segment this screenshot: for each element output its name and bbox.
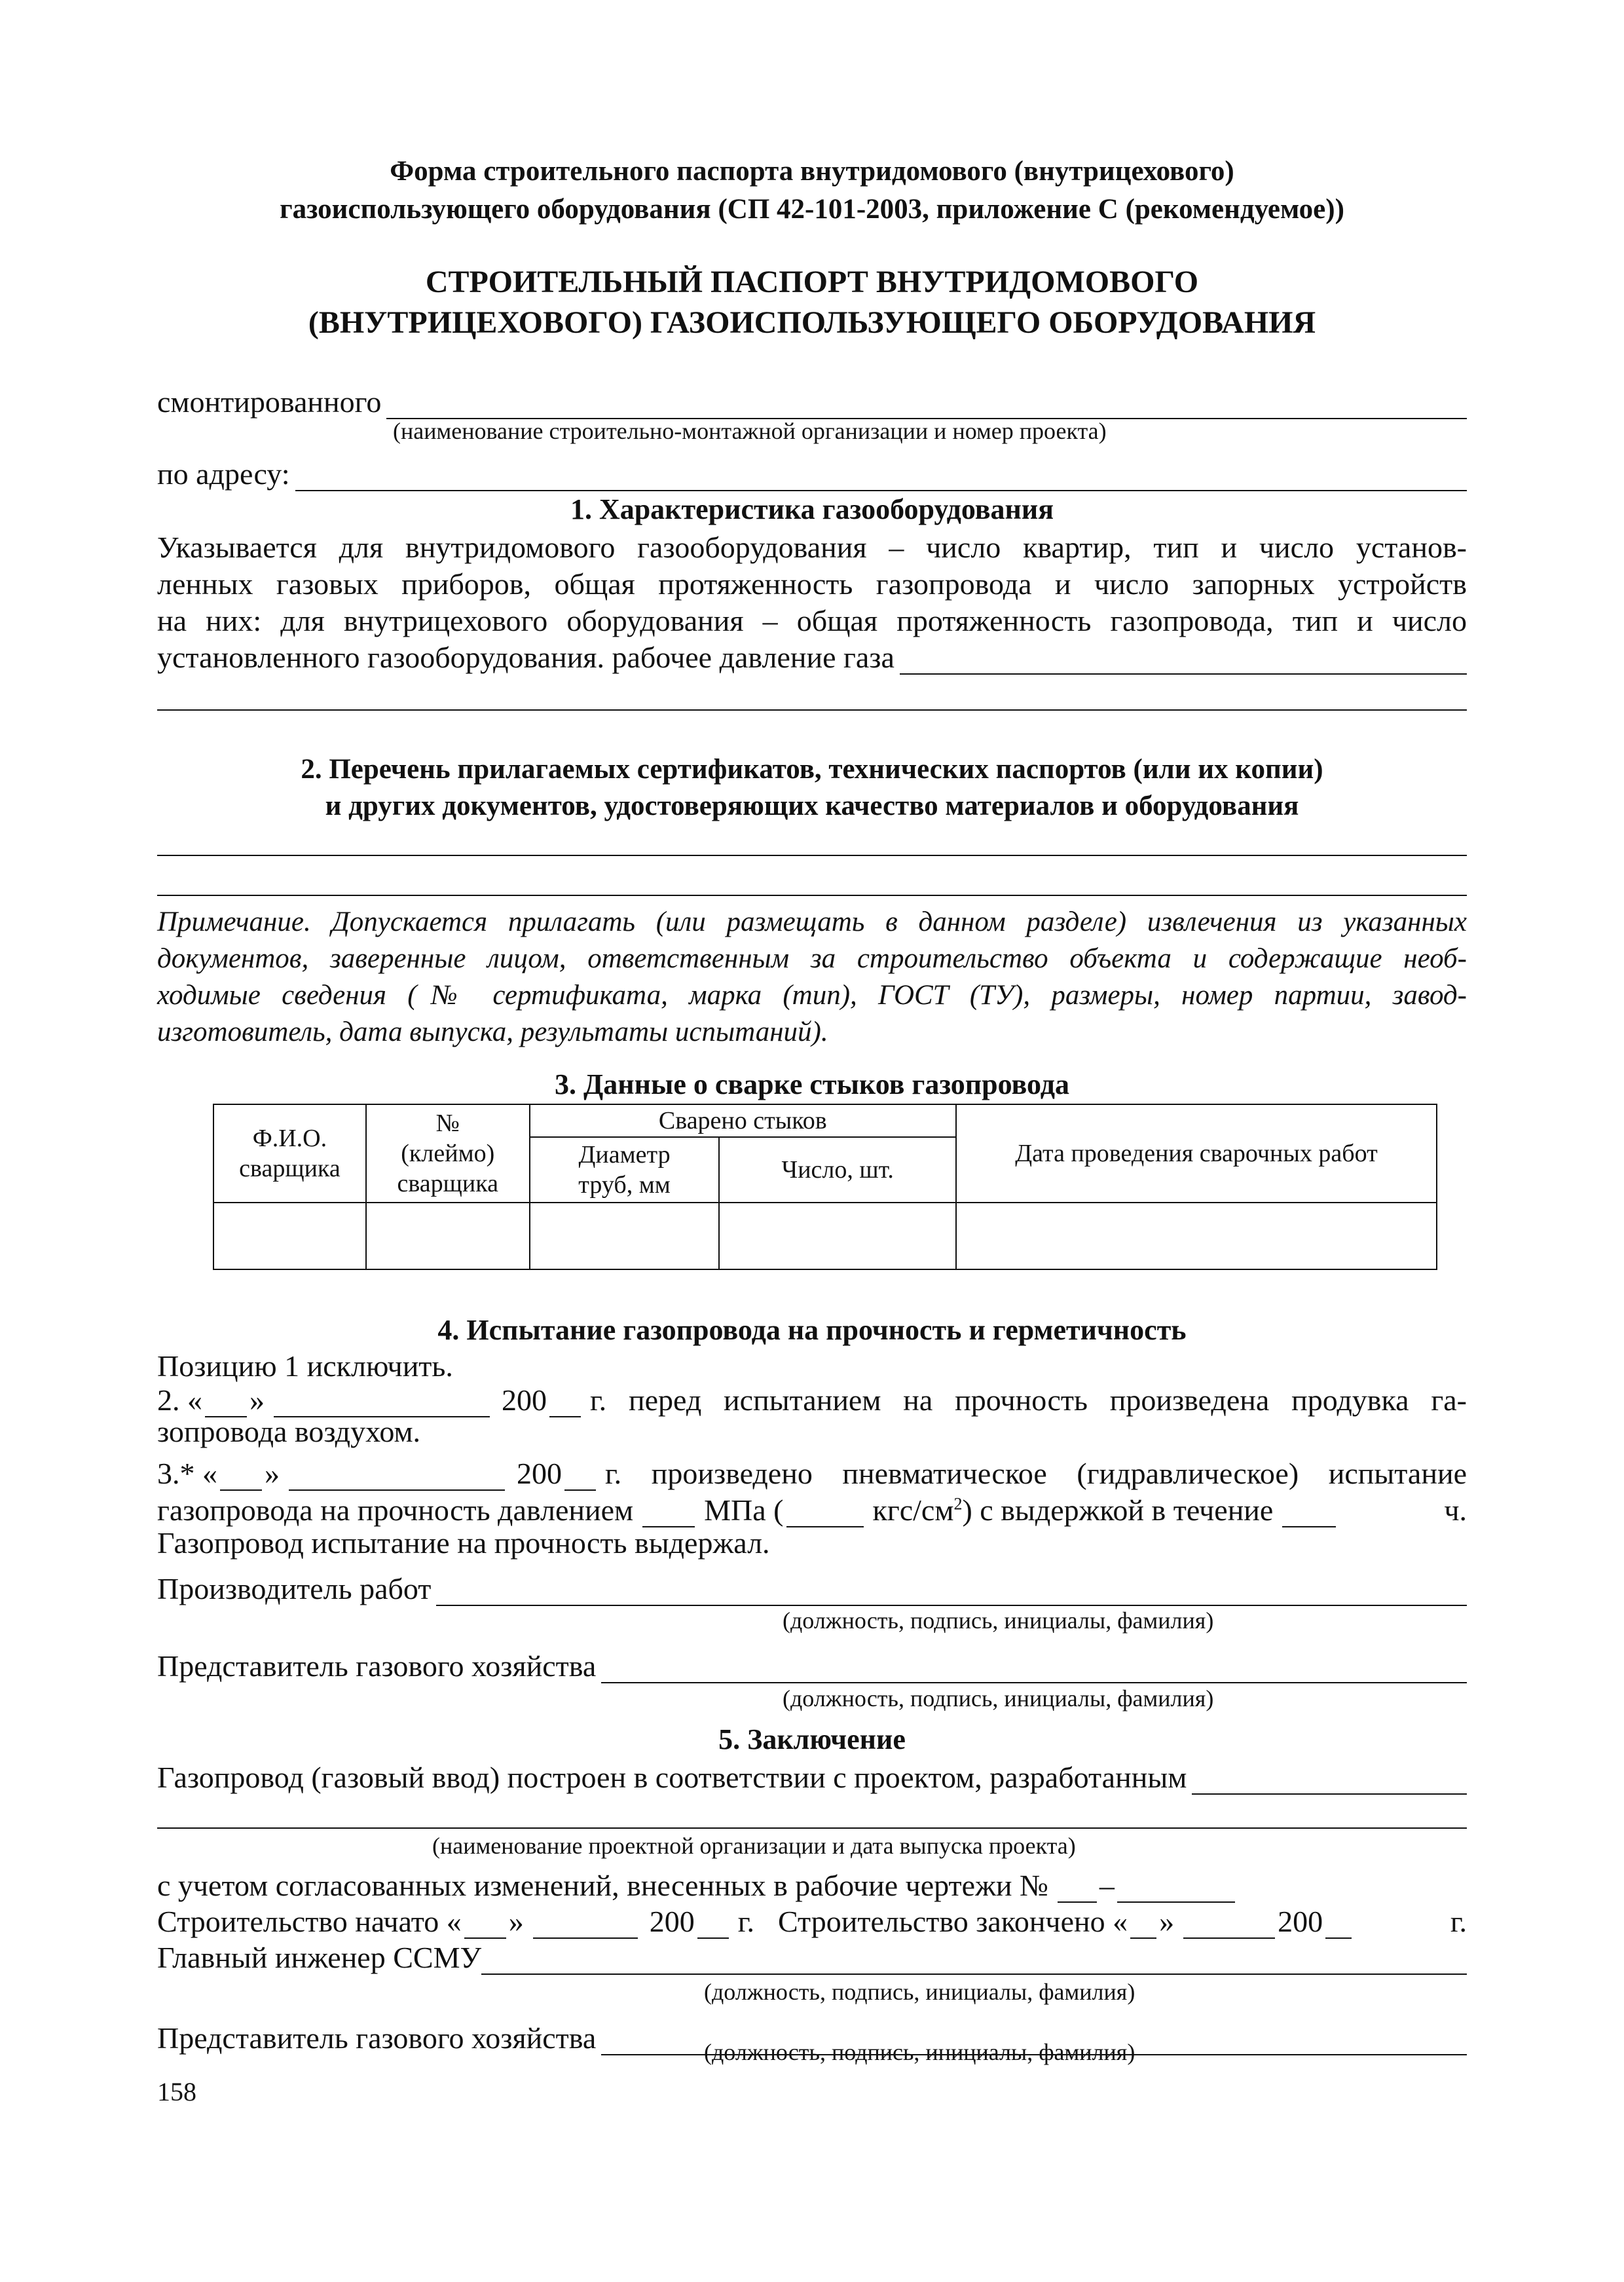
- pressure-day-field[interactable]: [220, 1461, 262, 1491]
- document-title-line2: (ВНУТРИЦЕХОВОГО) ГАЗОИСПОЛЬЗУЮЩЕГО ОБОРУДОВАНИЯ: [308, 305, 1316, 340]
- designer-field[interactable]: [1192, 1765, 1467, 1795]
- form-caption-line2: газоиспользующего оборудования (СП 42-101-2003, приложение С (рекомендуемое)): [280, 194, 1344, 225]
- cell-stamp[interactable]: [366, 1203, 530, 1269]
- start-g: г.: [737, 1905, 754, 1938]
- changes-row: [157, 1863, 1467, 1903]
- end-quote: »: [1159, 1905, 1175, 1938]
- built-row: [157, 1755, 1467, 1795]
- pressure-item-number: 3.* «: [157, 1457, 217, 1490]
- welding-table: [213, 1104, 1437, 1270]
- chief-signature-field[interactable]: [481, 1945, 1467, 1975]
- mounted-field[interactable]: [386, 389, 1467, 419]
- pressure-result: Газопровод испытание на прочность выдержал.: [157, 1526, 770, 1560]
- page-number: 158: [157, 2077, 196, 2106]
- producer-sign-hint: (должность, подпись, инициалы, фамилия): [783, 1607, 1214, 1634]
- start-quote: »: [508, 1905, 524, 1938]
- purge-year-field[interactable]: [549, 1387, 581, 1417]
- documents-line1[interactable]: [157, 855, 1467, 856]
- pressure-mpa-field[interactable]: [642, 1497, 695, 1527]
- section3-heading: 3. Данные о сварке стыков газопровода: [555, 1068, 1069, 1100]
- gas-rep-row-4: [157, 1644, 1467, 1683]
- purge-quote: »: [249, 1383, 265, 1417]
- gas-pressure-field[interactable]: [900, 645, 1467, 675]
- address-field[interactable]: [295, 461, 1467, 491]
- mounted-row: [157, 380, 1467, 419]
- section2-heading-line1: 2. Перечень прилагаемых сертификатов, технических паспортов (или их копии): [301, 754, 1323, 785]
- gas-rep-label-4: Представитель газового хозяйства: [157, 1649, 597, 1683]
- form-caption-line1: Форма строительного паспорта внутридомового (внутрицехового): [390, 156, 1234, 187]
- col-header-fio-line1: Ф.И.О.: [252, 1125, 327, 1152]
- end-g: г.: [1450, 1905, 1467, 1938]
- gas-rep-sign-hint-4: (должность, подпись, инициалы, фамилия): [783, 1685, 1214, 1712]
- hold-time-field[interactable]: [1282, 1497, 1336, 1527]
- drawing-number-field-2[interactable]: [1117, 1873, 1235, 1903]
- producer-row: [157, 1567, 1467, 1606]
- document-title-line1: СТРОИТЕЛЬНЫЙ ПАСПОРТ ВНУТРИДОМОВОГО: [425, 265, 1199, 299]
- purge-year-prefix: 200: [502, 1383, 547, 1417]
- purge-item-number: 2. «: [157, 1383, 202, 1417]
- address-row: [157, 452, 1467, 491]
- changes-text: с учетом согласованных изменений, внесенных в рабочие чертежи №: [157, 1869, 1048, 1902]
- start-year-field[interactable]: [697, 1909, 729, 1939]
- col-header-fio-line2: сварщика: [239, 1155, 341, 1182]
- project-hint: (наименование проектной организации и дата выпуска проекта): [432, 1833, 1076, 1859]
- pressure-label: газопровода на прочность давлением: [157, 1493, 634, 1527]
- cell-fio[interactable]: [213, 1203, 366, 1269]
- section1-extra-line[interactable]: [157, 709, 1467, 711]
- note-line2: документов, заверенные лицом, ответственным за строительство объекта и содержащие необ-: [157, 943, 1467, 974]
- drawing-number-field-1[interactable]: [1058, 1873, 1097, 1903]
- section1-line3: на них: для внутрицехового оборудования – общая протяженность газопровода, тип и число: [157, 604, 1467, 637]
- cell-diameter[interactable]: [530, 1203, 720, 1269]
- pressure-test-row: [157, 1451, 1467, 1491]
- gas-rep-label-5: Представитель газового хозяйства: [157, 2021, 597, 2055]
- col-header-stamp-line3: сварщика: [397, 1170, 499, 1197]
- end-year-prefix: 200: [1278, 1905, 1323, 1938]
- section5-heading: 5. Заключение: [718, 1723, 906, 1755]
- col-header-date: Дата проведения сварочных работ: [956, 1104, 1437, 1203]
- producer-signature-field[interactable]: [436, 1576, 1467, 1606]
- col-header-stamp-line1: №: [435, 1110, 460, 1137]
- hours-unit: ч.: [1444, 1493, 1467, 1527]
- table-row: [213, 1203, 1437, 1269]
- section1-line2: ленных газовых приборов, общая протяженность газопровода и число запорных устройств: [157, 567, 1467, 601]
- end-day-field[interactable]: [1130, 1909, 1156, 1939]
- purge-text-cont: зопровода воздухом.: [157, 1415, 421, 1448]
- designer-field-line2[interactable]: [157, 1827, 1467, 1829]
- start-label: Строительство начато «: [157, 1905, 462, 1938]
- section1-line4: установленного газооборудования. рабочее давление газа: [157, 641, 895, 674]
- start-day-field[interactable]: [464, 1909, 506, 1939]
- pressure-quote: »: [265, 1457, 280, 1490]
- gas-rep-sign-hint-5: (должность, подпись, инициалы, фамилия): [704, 2039, 1135, 2065]
- section1-line1: Указывается для внутридомового газооборудования – число квартир, тип и число установ-: [157, 531, 1467, 564]
- built-text: Газопровод (газовый ввод) построен в соответствии с проектом, разработанным: [157, 1761, 1187, 1794]
- pressure-kgf-field[interactable]: [786, 1497, 864, 1527]
- pressure-year-prefix: 200: [517, 1457, 562, 1490]
- section2-heading-line2: и других документов, удостоверяющих качество материалов и оборудования: [325, 791, 1299, 821]
- gas-rep-signature-field-4[interactable]: [601, 1653, 1467, 1683]
- cell-count[interactable]: [719, 1203, 956, 1269]
- chief-sign-hint: (должность, подпись, инициалы, фамилия): [704, 1979, 1135, 2005]
- col-header-count: Число, шт.: [719, 1137, 956, 1203]
- start-year-prefix: 200: [649, 1905, 695, 1938]
- chief-label: Главный инженер ССМУ: [157, 1941, 482, 1974]
- pressure-text: г. произведено пневматическое (гидравлическое) испытание: [605, 1457, 1467, 1490]
- chief-row: [157, 1936, 1467, 1975]
- note-line3: ходимые сведения (№ сертификата, марка (тип), ГОСТ (ТУ), размеры, номер партии, завод-: [157, 980, 1467, 1011]
- section1-heading: 1. Характеристика газооборудования: [570, 493, 1054, 525]
- col-header-welded: Сварено стыков: [530, 1104, 956, 1137]
- note-line1: Примечание. Допускается прилагать (или размещать в данном разделе) извлечения из указанных: [157, 907, 1467, 937]
- end-year-field[interactable]: [1325, 1909, 1352, 1939]
- mpa-unit: МПа (: [704, 1493, 784, 1527]
- col-header-diameter-line1: Диаметр: [578, 1141, 671, 1169]
- pressure-month-field[interactable]: [289, 1461, 505, 1491]
- pressure-year-field[interactable]: [564, 1461, 596, 1491]
- gas-pressure-row: [157, 635, 1467, 675]
- purge-row: [157, 1378, 1467, 1417]
- mounted-hint: (наименование строительно-монтажной организации и номер проекта): [393, 418, 1107, 444]
- producer-label: Производитель работ: [157, 1572, 432, 1605]
- col-header-stamp-line2: (клеймо): [401, 1140, 495, 1167]
- col-header-diameter: [530, 1137, 720, 1203]
- section4-heading: 4. Испытание газопровода на прочность и герметичность: [437, 1314, 1187, 1346]
- cell-date[interactable]: [956, 1203, 1437, 1269]
- col-header-stamp: [366, 1104, 530, 1203]
- exclude-note: Позицию 1 исключить.: [157, 1349, 453, 1383]
- kgf-unit: кгс/$см^2$) с выдержкой в течение: [872, 1493, 1274, 1527]
- note-line4: изготовитель, дата выпуска, результаты испытаний).: [157, 1017, 828, 1047]
- purge-text: г. перед испытанием на прочность произведена продувка га-: [590, 1383, 1467, 1417]
- mounted-label: смонтированного: [157, 385, 382, 419]
- dates-row: [157, 1899, 1467, 1939]
- pressure-values-row: [157, 1488, 1467, 1527]
- end-month-field[interactable]: [1183, 1909, 1275, 1939]
- end-label: Строительство закончено «: [777, 1905, 1128, 1938]
- address-label: по адресу:: [157, 457, 290, 491]
- changes-dash: –: [1099, 1869, 1115, 1902]
- documents-line2[interactable]: [157, 895, 1467, 896]
- col-header-fio: [213, 1104, 366, 1203]
- start-month-field[interactable]: [533, 1909, 638, 1939]
- col-header-diameter-line2: труб, мм: [578, 1171, 671, 1199]
